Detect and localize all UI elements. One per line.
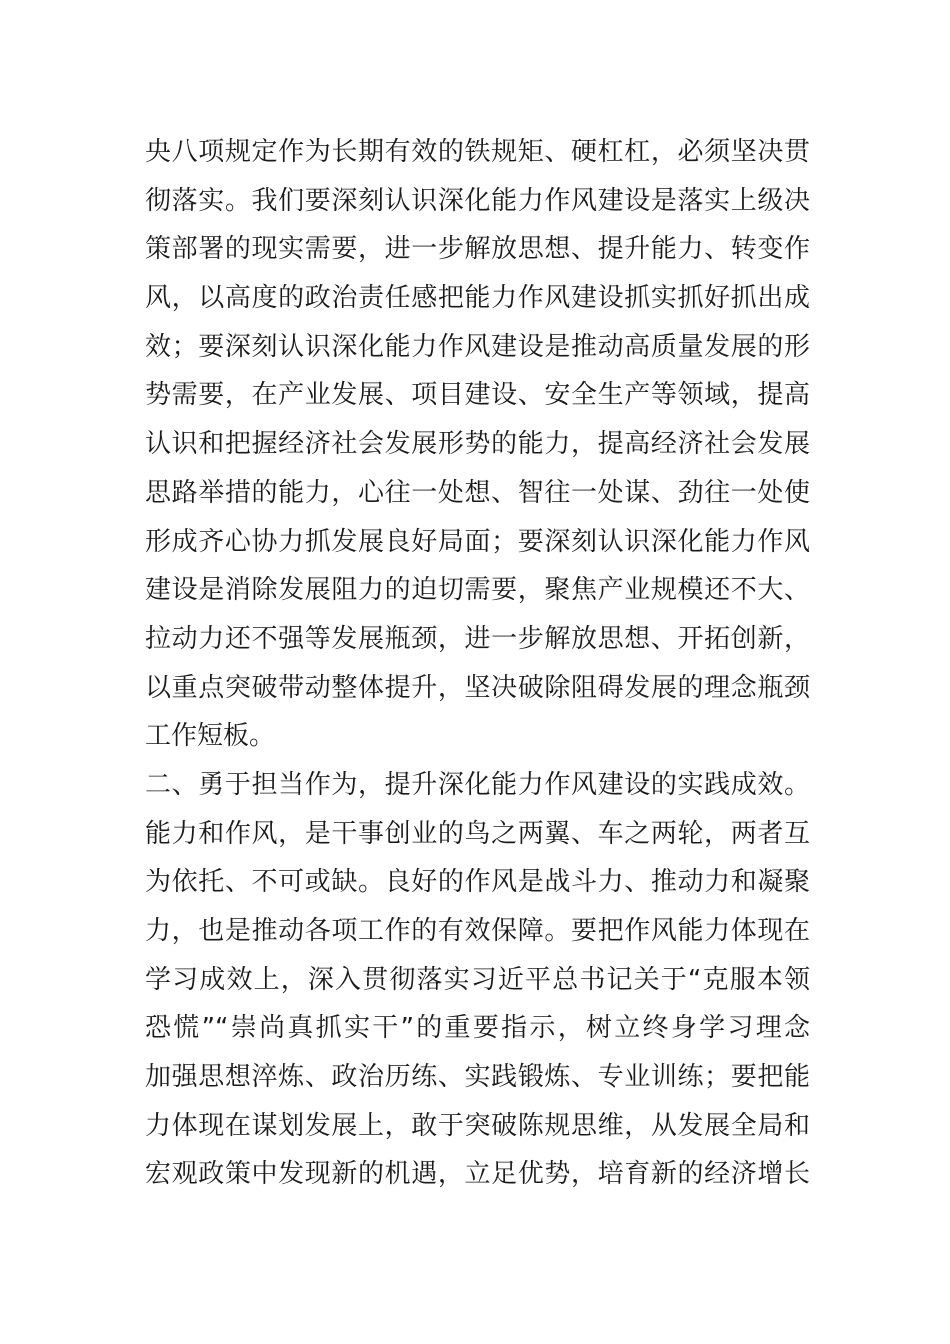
text-line-19: 恐慌”“崇尚真抓实干”的重要指示，树立终身学习理念 [145, 1013, 810, 1044]
section-heading: 二、勇于担当作为，提升深化能力作风建设的实践成效。 [145, 769, 810, 800]
text-line-17: 力，也是推动各项工作的有效保障。要把作风能力体现在 [145, 916, 810, 946]
body-text [145, 128, 810, 1199]
text-line-18: 学习成效上，深入贯彻落实习近平总书记关于“克服本领 [145, 964, 810, 995]
text-line-22: 宏观政策中发现新的机遇，立足优势，培育新的经济增长 [145, 1159, 810, 1190]
text-line-13: 工作短板。 [145, 721, 276, 752]
text-line-8: 思路举措的能力，心往一处想、智往一处谋、劲往一处使 [145, 477, 810, 508]
text-line-2: 彻落实。我们要深刻认识深化能力作风建设是落实上级决 [145, 185, 810, 216]
text-line-7: 认识和把握经济社会发展形势的能力，提高经济社会发展 [145, 429, 810, 460]
text-line-3: 策部署的现实需要，进一步解放思想、提升能力、转变作 [145, 234, 810, 265]
text-line-20: 加强思想淬炼、政治历练、实践锻炼、专业训练；要把能 [145, 1062, 810, 1093]
text-line-12: 以重点突破带动整体提升，坚决破除阻碍发展的理念瓶颈 [145, 672, 810, 703]
text-line-11: 拉动力还不强等发展瓶颈，进一步解放思想、开拓创新， [145, 623, 810, 654]
text-line-15: 能力和作风，是干事创业的鸟之两翼、车之两轮，两者互 [145, 818, 810, 849]
text-line-10: 建设是消除发展阻力的迫切需要，聚焦产业规模还不大、 [145, 575, 810, 606]
text-line-6: 势需要，在产业发展、项目建设、安全生产等领域，提高 [145, 380, 810, 411]
text-line-1: 央八项规定作为长期有效的铁规矩、硬杠杠，必须坚决贯 [145, 137, 810, 167]
text-line-5: 效；要深刻认识深化能力作风建设是推动高质量发展的形 [145, 331, 810, 362]
text-line-16: 为依托、不可或缺。良好的作风是战斗力、推动力和凝聚 [145, 867, 810, 898]
text-line-4: 风，以高度的政治责任感把能力作风建设抓实抓好抓出成 [145, 283, 810, 314]
text-line-21: 力体现在谋划发展上，敢于突破陈规思维，从发展全局和 [145, 1110, 810, 1141]
text-line-9: 形成齐心协力抓发展良好局面；要深刻认识深化能力作风 [145, 526, 810, 557]
